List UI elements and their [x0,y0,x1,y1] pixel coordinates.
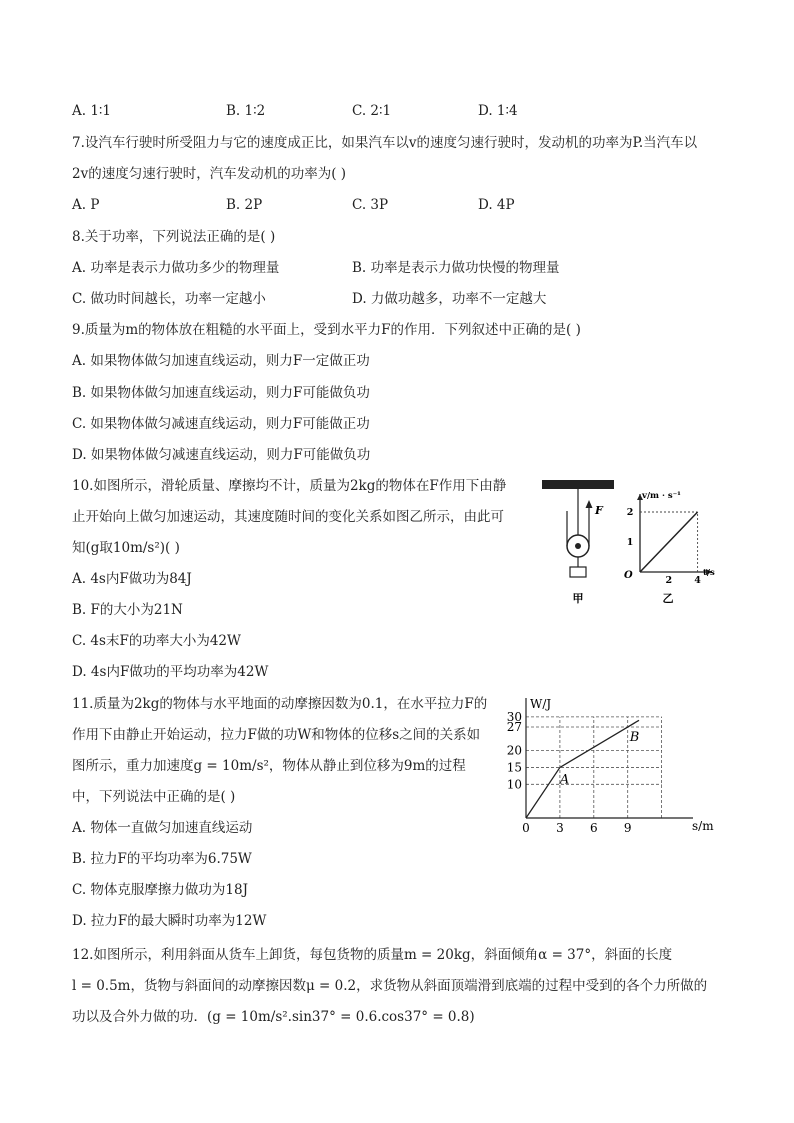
ws-point-label: B [629,730,640,746]
q10-option-a: A. 4s内F做功为84J [72,571,192,587]
q7-option-c: C. 3P [352,197,389,213]
vt-plot-area [627,494,712,586]
ws-series-extension [628,720,639,727]
q8-option-b: B. 功率是表示力做功快慢的物理量 [352,260,560,276]
vt-graph-yi [620,480,730,612]
q8-option-c: C. 做功时间越长，功率一定越小 [72,291,266,307]
q11-stem-line-4: 中，下列说法中正确的是( ) [72,789,236,805]
q10-option-b: B. F的大小为21N [72,602,183,618]
vt-origin: O [624,570,633,581]
ceiling-bar [542,480,614,489]
force-label: F [595,504,603,517]
ws-xlabel: s/m [692,819,714,833]
pulley-figure-jia [538,476,618,612]
q7-stem-line-1: 7.设汽车行驶时所受阻力与它的速度成正比，如果汽车以v的速度匀速行驶时，发动机的功率为P.当汽车以 [72,135,698,151]
q9-option-a: A. 如果物体做匀加速直线运动，则力F一定做正功 [72,353,370,369]
q8-stem: 8.关于功率，下列说法正确的是( ) [72,229,276,245]
q11-stem-line-2: 作用下由静止开始运动，拉力F做的功W和物体的位移s之间的关系如 [72,727,481,743]
q9-option-c: C. 如果物体做匀减速直线运动，则力F可能做正功 [72,416,370,432]
ws-xtick-label: 0 [522,821,530,835]
ws-ytick-label: 20 [506,743,522,758]
q11-option-b: B. 拉力F的平均功率为6.75W [72,851,252,867]
ws-point-label: A [559,772,570,788]
q8-option-d: D. 力做功越多，功率不一定越大 [352,291,547,307]
vt-ytick-label: 2 [626,507,634,518]
q11-option-c: C. 物体克服摩擦力做功为18J [72,882,249,898]
vt-xtick-label: 2 [665,575,673,586]
q10-stem-line-1: 10.如图所示，滑轮质量、摩擦均不计，质量为2kg的物体在F作用下由静 [72,478,507,494]
q10-stem-line-2: 止开始向上做匀加速运动，其速度随时间的变化关系如图乙所示，由此可 [72,509,504,525]
pulley-axle [575,543,581,549]
vt-ylabel: v/m · s⁻¹ [642,491,681,501]
ws-ytick-label: 10 [506,777,522,792]
q9-stem: 9.质量为m的物体放在粗糙的水平面上，受到水平力F的作用．下列叙述中正确的是( ) [72,322,581,338]
q11-option-d: D. 拉力F的最大瞬时功率为12W [72,913,267,929]
q12-stem-line-2: l = 0.5m，货物与斜面间的动摩擦因数μ = 0.2，求货物从斜面顶端滑到底端的过程中受到的各个力所做的 [72,978,708,994]
q9-option-d: D. 如果物体做匀减速直线运动，则力F可能做负功 [72,447,371,463]
vt-series-line [640,512,698,572]
vt-xlabel: t/s [703,568,715,578]
ws-xtick-label: 6 [589,821,598,835]
ws-ylabel: W/J [530,697,552,711]
q9-option-b: B. 如果物体做匀加速直线运动，则力F可能做负功 [72,385,370,401]
ws-xtick-label: 3 [556,821,564,835]
q12-stem-line-3: 功以及合外力做的功．(g = 10m/s².sin37° = 0.6.cos37° = 0.8) [72,1009,475,1025]
q11-stem-line-3: 图所示，重力加速度g = 10m/s²，物体从静止到位移为9m的过程 [72,758,466,774]
q10-option-c: C. 4s末F的功率大小为42W [72,633,241,649]
q11-option-a: A. 物体一直做匀加速直线运动 [72,820,253,836]
q12-stem-line-1: 12.如图所示，利用斜面从货车上卸货，每包货物的质量m = 20kg，斜面倾角α = 37°，斜面的长度 [72,947,673,963]
q6-option-b: B. 1∶2 [226,103,266,119]
vt-ytick-label: 1 [626,537,634,548]
q10-option-d: D. 4s内F做功的平均功率为42W [72,664,269,680]
q7-stem-line-2: 2v的速度匀速行驶时，汽车发动机的功率为( ) [72,166,347,182]
q6-option-a: A. 1∶1 [72,103,112,119]
q6-option-c: C. 2∶1 [352,103,392,119]
q7-option-d: D. 4P [478,197,515,213]
ws-xtick-label: 9 [623,821,632,835]
ws-graph [498,692,728,840]
ws-ytick-label: 15 [506,760,522,775]
mass-block [570,567,586,577]
q6-option-d: D. 1∶4 [478,103,518,119]
ws-series-line [526,727,628,818]
ws-ytick-label: 27 [506,720,522,735]
force-arrow-icon [586,500,593,508]
ws-plot-area [507,698,693,835]
q11-stem-line-1: 11.质量为2kg的物体与水平地面的动摩擦因数为0.1，在水平拉力F的 [72,696,488,712]
figure-caption-jia: 甲 [572,592,584,605]
q7-option-b: B. 2P [226,197,263,213]
ws-ytick-label: 30 [506,709,522,724]
figure-caption-yi: 乙 [662,592,674,605]
q8-option-a: A. 功率是表示力做功多少的物理量 [72,260,280,276]
vt-xtick-label: 4 [694,575,701,586]
q7-option-a: A. P [72,197,100,213]
q10-stem-line-3: 知(g取10m/s²)( ) [72,540,180,556]
